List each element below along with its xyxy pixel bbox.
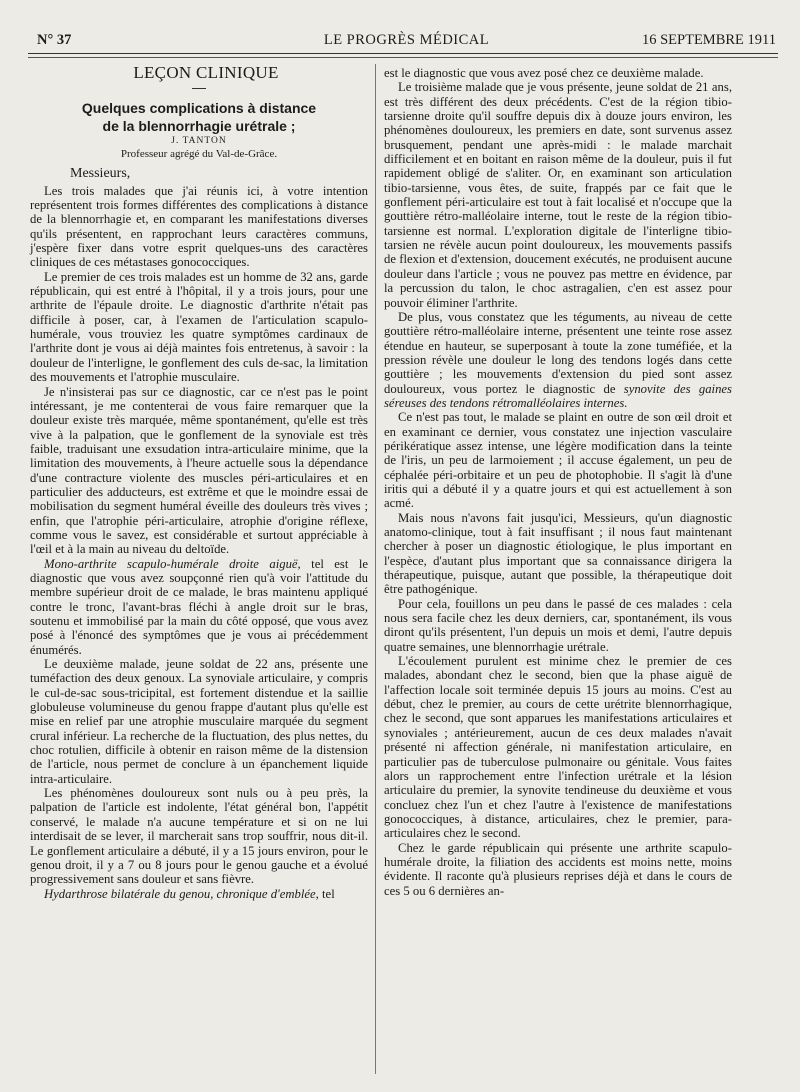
header-rule-thin [28,57,778,58]
paragraph: Les phénomènes douloureux sont nuls ou à peu près, la palpation de l'article est indolente, l'état général bon, l'appétit conservé, le malade n'a aucune température et si on ne lui interdisait de se lever, il marcherait sans trop souffrir, nous dit-il. Le gonflement articulaire a débuté, il y a 15 jours environ, pour le genou droit, il y a 7 ou 8 jours pour le genou gauche et a évolué progressivement sans douleur et sans fièvre. [30,786,368,887]
paragraph-text: tel est le diagnostic que vous avez soupçonné rien qu'à voir l'attitude du membre supérieur droit de ce malade, le bras maintenu appliqué contre le tronc, l'avant-bras fléchi à angle droit sur le bras, soutenu et immobilisé par la main du côté opposé, que vous avez posé à l'énoncé des symptômes que je vous ai précédemment énumérés. [30,556,368,657]
article-title [30,99,368,135]
diagnosis-italic: synovite des gaines séreuses des tendons rétromalléolaires internes. [384,381,732,410]
diagnosis-italic: Mono-arthrite scapulo-humérale droite aiguë, [44,556,301,571]
paragraph: Le deuxième malade, jeune soldat de 22 ans, présente une tuméfaction des deux genoux. La synoviale articulaire, y compris le cul-de-sac sous-tricipital, est fortement distendue et la saillie globuleuse volumineuse du genou frappe d'autant plus qu'elle est mise en relief par une atrophie musculaire marquée du segment crural inférieur. La recherche de la fluctuation, des plus nettes, du choc rotulien, difficile à obtenir en raison même de la distension de l'article, nous permet de conclure à un épanchement liquide intra-articulaire. [30,657,368,786]
issue-number: N° 37 [37,32,72,48]
section-title: LEÇON CLINIQUE [133,63,279,82]
author-name: J. TANTON [171,136,227,147]
column-divider [375,64,376,1074]
issue-date: 16 SEPTEMBRE 1911 [641,32,776,48]
article-title-line1: Quelques complications à distance [81,100,317,117]
paragraph [30,557,368,657]
paragraph: Ce n'est pas tout, le malade se plaint en outre de son œil droit et en examinant ce dernier, vous constatez une injection vasculaire périkératique assez intense, une légère modification dans la teinte de l'iris, un peu de larmoiement ; il accuse également, un peu de céphalée péri-orbitaire et un peu de photophobie. Il s'agit là d'une iritis qui a débuté il y a quatre jours et qui est actuellement à son acmé. [384,410,732,511]
paragraph-text: De plus, vous constatez que les téguments, au niveau de cette gouttière rétro-malléolaire interne, présentent une teinte rose assez étendue en hauteur, se superposant à toute la zone tuméfiée, et la pression révèle une douleur le long des tendons logés dans cette gouttière ; les mouvements d'extension du pied sont assez douloureux, vous portez le diagnostic de [384,309,732,396]
paragraph-text: tel [318,886,335,901]
paragraph [384,310,732,410]
paragraph: Les trois malades que j'ai réunis ici, à votre intention représentent trois formes différentes des complications à distance de la blennorrhagie et, en comparant les manifestations diverses qu'ils présentent, en rapprochant leurs caractères communs, j'espère fixer dans votre esprit quelques-uns des caractères cliniques de ces métastases gonococciques. [30,183,368,270]
left-column [30,63,368,901]
paragraph: Mais nous n'avons fait jusqu'ici, Messieurs, qu'un diagnostic anatomo-clinique, tout à fait insuffisant ; il nous faut maintenant chercher à poser un diagnostic étiologique, le plus important en l'espèce, d'autant plus important que sa connaissance dirigera la thérapeutique, puisque, autant que possible, la thérapeutique doit être pathogénique. [384,510,732,597]
greeting: Messieurs, [70,166,131,182]
right-column [384,66,732,898]
header-rule-thick [28,53,778,54]
paragraph [30,887,368,901]
diagnosis-italic: Hydarthrose bilatérale du genou, chronique d'emblée, [44,886,319,901]
paragraph: Le troisième malade que je vous présente, jeune soldat de 21 ans, est très différent des deux précédents. C'est de la région tibio-tarsienne droite qu'il souffre depuis dix à douze jours environ, les phénomènes douloureux, les premiers en date, sont survenus assez brusquement, pendant une après-midi : le malade marchait difficilement et en boitant en raison même de la douleur, puis il fut rapidement obligé de s'aliter. Or, en examinant son articulation tibio-tarsienne, vous êtes, de suite, frappés par ce fait que le gonflement péri-articulaire est tout à fait localisé et n'occupe que la gouttière rétro-malléolaire interne, tout le reste de la région tibio-tarsienne est normal. L'exploration digitale de l'interligne tibio-tarsien ne révèle aucun point douloureux, les mouvements passifs de flexion et d'extension, doucement exécutés, ne produisent aucune douleur dans l'article ; vous ne pouvez pas mettre en évidence, par la percussion du talon, le choc astragalien, c'en est assez pour pouvoir éliminer l'arthrite. [384,80,732,310]
running-header [37,32,776,52]
journal-title: LE PROGRÈS MÉDICAL [323,32,490,48]
paragraph: Chez le garde républicain qui présente une arthrite scapulo-humérale droite, la filiation des accidents est moins nette, moins évidente. Il raconte qu'à plusieurs reprises déjà et dans le cours de ces 5 ou 6 dernières an- [384,840,732,898]
title-dash [192,88,206,89]
paragraph: Pour cela, fouillons un peu dans le passé de ces malades : cela nous sera facile chez les deux derniers, car, spontanément, ils vous diront qu'ils présentent, l'un depuis un mois et demi, l'autre depuis quatre semaines, une blennorrhagie urétrale. [384,596,732,654]
author-affiliation: Professeur agrégé du Val-de-Grâce. [120,148,278,161]
paragraph: Je n'insisterai pas sur ce diagnostic, car ce n'est pas le point intéressant, je me contenterai de vous faire remarquer que la douleur existe très marquée, même spontanément, qu'elle est très vive à la palpation, que le gonflement de la synoviale est très faible, traduisant une exsudation intra-articulaire minime, que la limitation des mouvements, à l'heure actuelle sous la dépendance d'une contracture violente des muscles péri-articulaires et en particulier des adducteurs, est extrême et que le moindre essai de mobilisation du segment huméral éveille des douleurs très vives ; enfin, que l'atrophie péri-articulaire, atrophie d'origine réflexe, comme vous le savez, est considérable et surtout appréciable à l'œil et à la main au niveau du deltoïde. [30,384,368,557]
paragraph: est le diagnostic que vous avez posé chez ce deuxième malade. [384,66,704,80]
paragraph: Le premier de ces trois malades est un homme de 32 ans, garde républicain, qui est entré à l'hôpital, il y a trois jours, pour une arthrite de l'épaule droite. Le diagnostic d'arthrite n'était pas difficile à poser, car, à l'examen de l'articulation scapulo-humérale, vous trouviez les quatre symptômes cardinaux de l'arthrite dont je vous ai déjà maintes fois entretenus, à savoir : la douleur de l'interligne, le gonflement des culs de-sac, la limitation des mouvements et l'atrophie musculaire. [30,269,368,385]
paragraph: L'écoulement purulent est minime chez le premier de ces malades, abondant chez le second, bien que la phase aiguë de l'affection locale soit terminée depuis 15 jours au moins. C'est au début, chez le premier, au cours de cette urétrite blennorrhagique, chez le second, que sont apparues les manifestations articulaires et synoviales ; antérieurement, aucun de ces deux malades n'avait présenté ni affection générale, ni manifestation articulaire, en particulier pas de tuberculose pulmonaire ou génitale. Vous faites alors un rapprochement entre l'infection urétrale et la lésion articulaire du premier, la synovite tendineuse du deuxième et vous concluez chez l'un et chez l'autre à l'existence de manifestations gonococciques, à distance, articulaires, chez le premier, para-articulaires chez le second. [384,654,732,841]
article-title-line2: de la blennorrhagie urétrale ; [102,118,296,135]
